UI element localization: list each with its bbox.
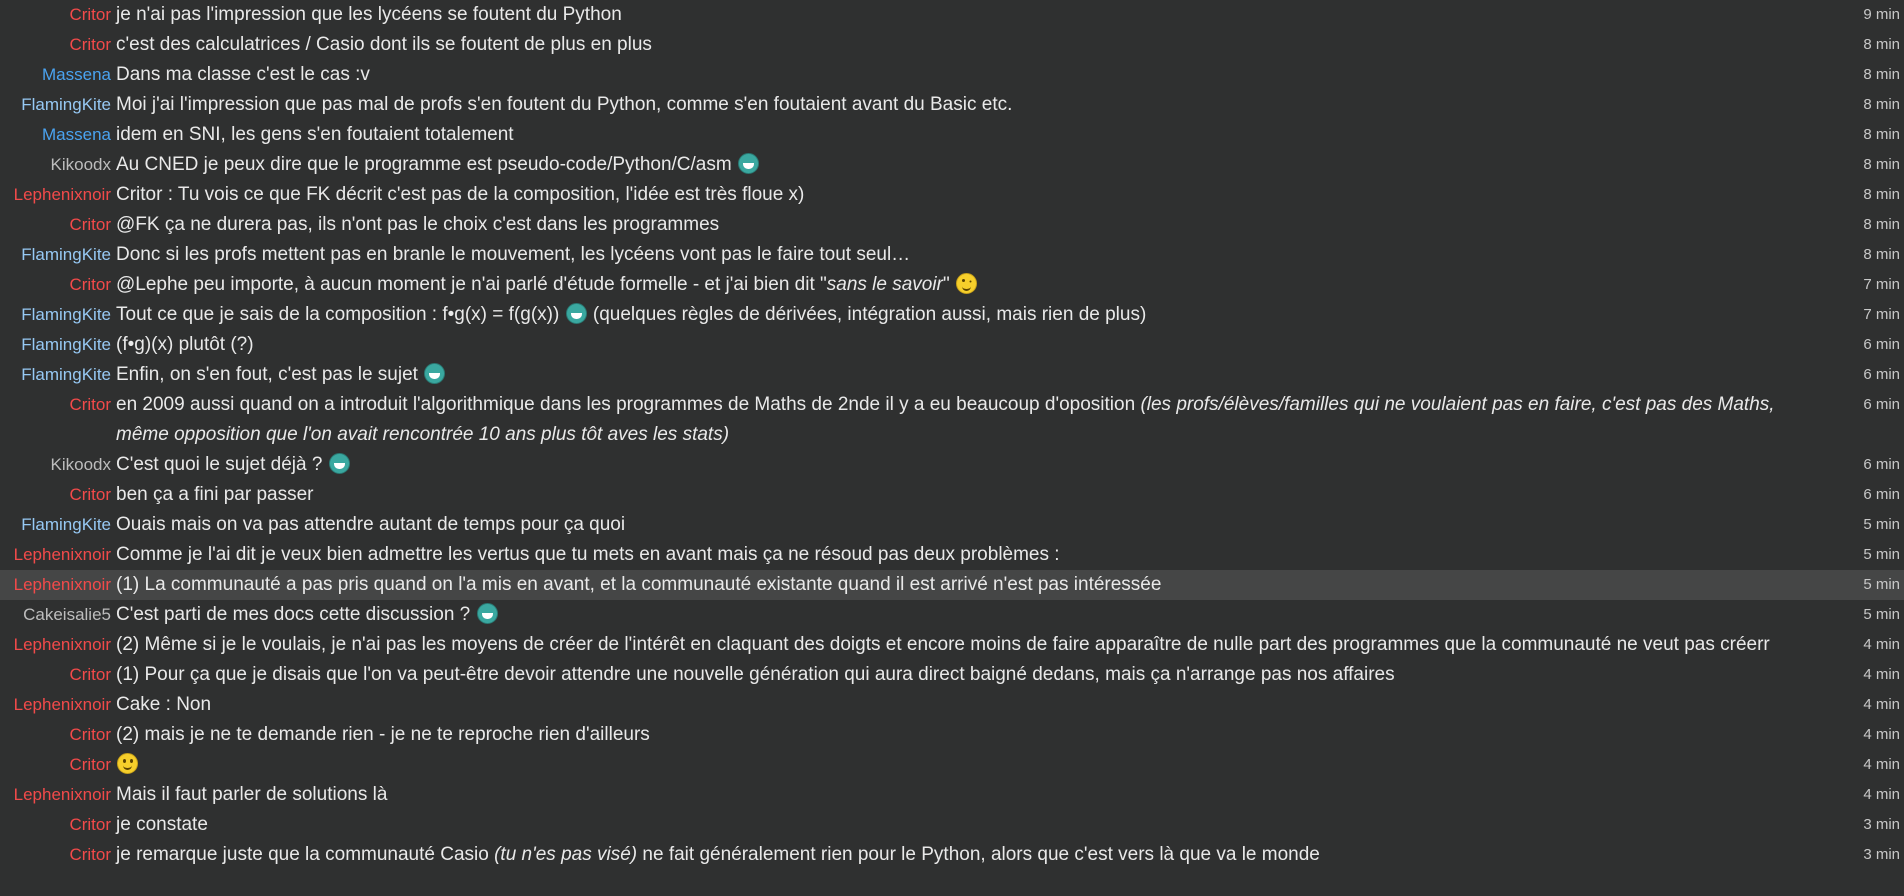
message-text-segment: je constate	[116, 814, 208, 835]
chat-message	[0, 570, 1904, 600]
message-author[interactable]: FlamingKite	[21, 515, 111, 534]
chat-message	[0, 240, 1904, 270]
chat-message	[0, 660, 1904, 690]
message-author[interactable]: Critor	[69, 665, 111, 684]
message-text-segment: Mais il faut parler de solutions là	[116, 784, 388, 805]
message-text	[116, 390, 1829, 450]
message-text-segment: "	[942, 274, 955, 295]
chat-message	[0, 480, 1904, 510]
grin-icon	[477, 603, 498, 624]
message-text	[116, 30, 1829, 60]
message-text	[116, 690, 1829, 720]
grin-icon	[566, 303, 587, 324]
chat-message	[0, 690, 1904, 720]
message-text	[116, 180, 1829, 210]
message-text-segment: @Lephe peu importe, à aucun moment je n'ai parlé d'étude formelle - et j'ai bien dit "	[116, 274, 827, 295]
message-timestamp: 6 min	[1863, 336, 1900, 353]
message-text	[116, 780, 1829, 810]
message-timestamp: 5 min	[1863, 606, 1900, 623]
message-author[interactable]: Critor	[69, 845, 111, 864]
message-text	[116, 360, 1829, 390]
chat-message	[0, 330, 1904, 360]
message-text-segment: C'est parti de mes docs cette discussion ?	[116, 604, 476, 625]
message-timestamp: 4 min	[1863, 726, 1900, 743]
message-author[interactable]: Critor	[69, 395, 111, 414]
message-italic-text: (les profs/élèves/familles qui ne voulaient pas en faire, c'est pas des Maths, même opposition que l'on avait rencontrée 10 ans plus tôt aves les stats)	[116, 394, 1775, 445]
message-text	[116, 810, 1829, 840]
message-text-segment: C'est quoi le sujet déjà ?	[116, 454, 328, 475]
message-author[interactable]: FlamingKite	[21, 305, 111, 324]
message-author[interactable]: Lephenixnoir	[13, 575, 111, 594]
message-timestamp: 6 min	[1863, 396, 1900, 413]
message-author[interactable]: Critor	[69, 485, 111, 504]
message-author[interactable]: Critor	[69, 755, 111, 774]
message-timestamp: 6 min	[1863, 486, 1900, 503]
message-author[interactable]: Critor	[69, 35, 111, 54]
chat-message	[0, 390, 1904, 450]
message-author[interactable]: Kikoodx	[50, 155, 111, 174]
chat-message	[0, 120, 1904, 150]
chat-message	[0, 270, 1904, 300]
message-text	[116, 840, 1829, 870]
message-timestamp: 8 min	[1863, 96, 1900, 113]
message-text-segment: (2) mais je ne te demande rien - je ne te reproche rien d'ailleurs	[116, 724, 650, 745]
message-timestamp: 6 min	[1863, 456, 1900, 473]
message-text	[116, 600, 1829, 630]
message-author[interactable]: Lephenixnoir	[13, 545, 111, 564]
message-text-segment: (1) La communauté a pas pris quand on l'a mis en avant, et la communauté existante quand il est arrivé n'est pas intéressée	[116, 574, 1162, 595]
message-text-segment: en 2009 aussi quand on a introduit l'algorithmique dans les programmes de Maths de 2nde il y a eu beaucoup d'oposition	[116, 394, 1141, 415]
message-timestamp: 4 min	[1863, 696, 1900, 713]
message-text-segment: ben ça a fini par passer	[116, 484, 314, 505]
message-italic-text: (tu n'es pas visé)	[494, 844, 638, 865]
chat-message	[0, 180, 1904, 210]
message-timestamp: 7 min	[1863, 306, 1900, 323]
message-author[interactable]: Critor	[69, 5, 111, 24]
message-text-segment: Au CNED je peux dire que le programme est pseudo-code/Python/C/asm	[116, 154, 737, 175]
message-timestamp: 8 min	[1863, 246, 1900, 263]
message-timestamp: 8 min	[1863, 186, 1900, 203]
message-author[interactable]: FlamingKite	[21, 335, 111, 354]
message-text	[116, 750, 1829, 780]
message-timestamp: 4 min	[1863, 756, 1900, 773]
message-author[interactable]: Massena	[42, 65, 111, 84]
message-text-segment: Moi j'ai l'impression que pas mal de profs s'en foutent du Python, comme s'en foutaient avant du Basic etc.	[116, 94, 1013, 115]
message-text	[116, 450, 1829, 480]
message-timestamp: 6 min	[1863, 366, 1900, 383]
message-timestamp: 4 min	[1863, 636, 1900, 653]
message-timestamp: 8 min	[1863, 216, 1900, 233]
chat-message	[0, 30, 1904, 60]
message-author[interactable]: FlamingKite	[21, 95, 111, 114]
chat-message	[0, 150, 1904, 180]
message-text	[116, 720, 1829, 750]
message-text	[116, 480, 1829, 510]
message-text-segment: c'est des calculatrices / Casio dont ils se foutent de plus en plus	[116, 34, 652, 55]
message-author[interactable]: Critor	[69, 725, 111, 744]
message-author[interactable]: Lephenixnoir	[13, 635, 111, 654]
message-text	[116, 270, 1829, 300]
message-timestamp: 8 min	[1863, 156, 1900, 173]
message-author[interactable]: Lephenixnoir	[13, 185, 111, 204]
message-text	[116, 120, 1829, 150]
chat-message	[0, 360, 1904, 390]
grin-icon	[424, 363, 445, 384]
message-text-segment: (2) Même si je le voulais, je n'ai pas les moyens de créer de l'intérêt en claquant des doigts et encore moins de faire apparaître de nulle part des programmes que la communauté ne veut pas créerr	[116, 634, 1770, 655]
message-text	[116, 330, 1829, 360]
message-text	[116, 90, 1829, 120]
message-text-segment: idem en SNI, les gens s'en foutaient totalement	[116, 124, 514, 145]
chat-message	[0, 540, 1904, 570]
message-text-segment: Comme je l'ai dit je veux bien admettre les vertus que tu mets en avant mais ça ne résoud pas deux problèmes :	[116, 544, 1060, 565]
chat-message	[0, 450, 1904, 480]
message-text	[116, 660, 1829, 690]
message-text	[116, 510, 1829, 540]
chat-message	[0, 810, 1904, 840]
message-timestamp: 9 min	[1863, 6, 1900, 23]
message-author[interactable]: Cakeisalie5	[23, 605, 111, 624]
chat-message	[0, 210, 1904, 240]
message-author[interactable]: Lephenixnoir	[13, 695, 111, 714]
message-text	[116, 300, 1829, 330]
message-text	[116, 150, 1829, 180]
message-timestamp: 4 min	[1863, 786, 1900, 803]
message-author[interactable]: Critor	[69, 815, 111, 834]
message-italic-text: sans le savoir	[826, 274, 943, 295]
message-text	[116, 630, 1829, 660]
message-text-segment: Donc si les profs mettent pas en branle le mouvement, les lycéens vont pas le faire tout seul…	[116, 244, 911, 265]
message-text-segment: je remarque juste que la communauté Casio	[116, 844, 495, 865]
wink-icon	[956, 273, 977, 294]
message-text	[116, 240, 1829, 270]
chat-message	[0, 600, 1904, 630]
message-author[interactable]: FlamingKite	[21, 365, 111, 384]
message-author[interactable]: Critor	[69, 275, 111, 294]
chat-message	[0, 60, 1904, 90]
chat-message	[0, 630, 1904, 660]
chat-message	[0, 0, 1904, 30]
message-timestamp: 5 min	[1863, 576, 1900, 593]
message-timestamp: 7 min	[1863, 276, 1900, 293]
chat-message	[0, 510, 1904, 540]
message-text-segment: (1) Pour ça que je disais que l'on va peut-être devoir attendre une nouvelle génération qui aura direct baigné dedans, mais ça n'arrange pas nos affaires	[116, 664, 1395, 685]
message-text	[116, 570, 1829, 600]
chat-message	[0, 300, 1904, 330]
message-text-segment: Ouais mais on va pas attendre autant de temps pour ça quoi	[116, 514, 626, 535]
message-author[interactable]: Critor	[69, 215, 111, 234]
chat-message	[0, 750, 1904, 780]
message-author[interactable]: Massena	[42, 125, 111, 144]
message-text	[116, 540, 1829, 570]
message-timestamp: 8 min	[1863, 66, 1900, 83]
message-timestamp: 8 min	[1863, 126, 1900, 143]
message-author[interactable]: FlamingKite	[21, 245, 111, 264]
chat-message	[0, 840, 1904, 870]
message-text-segment: Tout ce que je sais de la composition : f•g(x) = f(g(x))	[116, 304, 565, 325]
message-text	[116, 210, 1829, 240]
grin-icon	[329, 453, 350, 474]
message-text	[116, 60, 1829, 90]
message-timestamp: 5 min	[1863, 546, 1900, 563]
message-text-segment: (f•g)(x) plutôt (?)	[116, 334, 254, 355]
message-text-segment: (quelques règles de dérivées, intégration aussi, mais rien de plus)	[587, 304, 1147, 325]
smile-icon	[117, 753, 138, 774]
message-timestamp: 8 min	[1863, 36, 1900, 53]
message-timestamp: 4 min	[1863, 666, 1900, 683]
message-text-segment: Critor : Tu vois ce que FK décrit c'est pas de la composition, l'idée est très floue x)	[116, 184, 805, 205]
message-timestamp: 3 min	[1863, 816, 1900, 833]
message-text-segment: je n'ai pas l'impression que les lycéens se foutent du Python	[116, 4, 622, 25]
message-text-segment: Dans ma classe c'est le cas :v	[116, 64, 370, 85]
message-timestamp: 3 min	[1863, 846, 1900, 863]
message-text	[116, 0, 1829, 30]
grin-icon	[738, 153, 759, 174]
chat-message	[0, 90, 1904, 120]
message-author[interactable]: Lephenixnoir	[13, 785, 111, 804]
message-timestamp: 5 min	[1863, 516, 1900, 533]
chat-message	[0, 720, 1904, 750]
message-text-segment: @FK ça ne durera pas, ils n'ont pas le choix c'est dans les programmes	[116, 214, 720, 235]
chat-message	[0, 780, 1904, 810]
message-text-segment: Cake : Non	[116, 694, 212, 715]
message-text-segment: ne fait généralement rien pour le Python, alors que c'est vers là que va le monde	[637, 844, 1320, 865]
message-author[interactable]: Kikoodx	[50, 455, 111, 474]
message-text-segment: Enfin, on s'en fout, c'est pas le sujet	[116, 364, 424, 385]
